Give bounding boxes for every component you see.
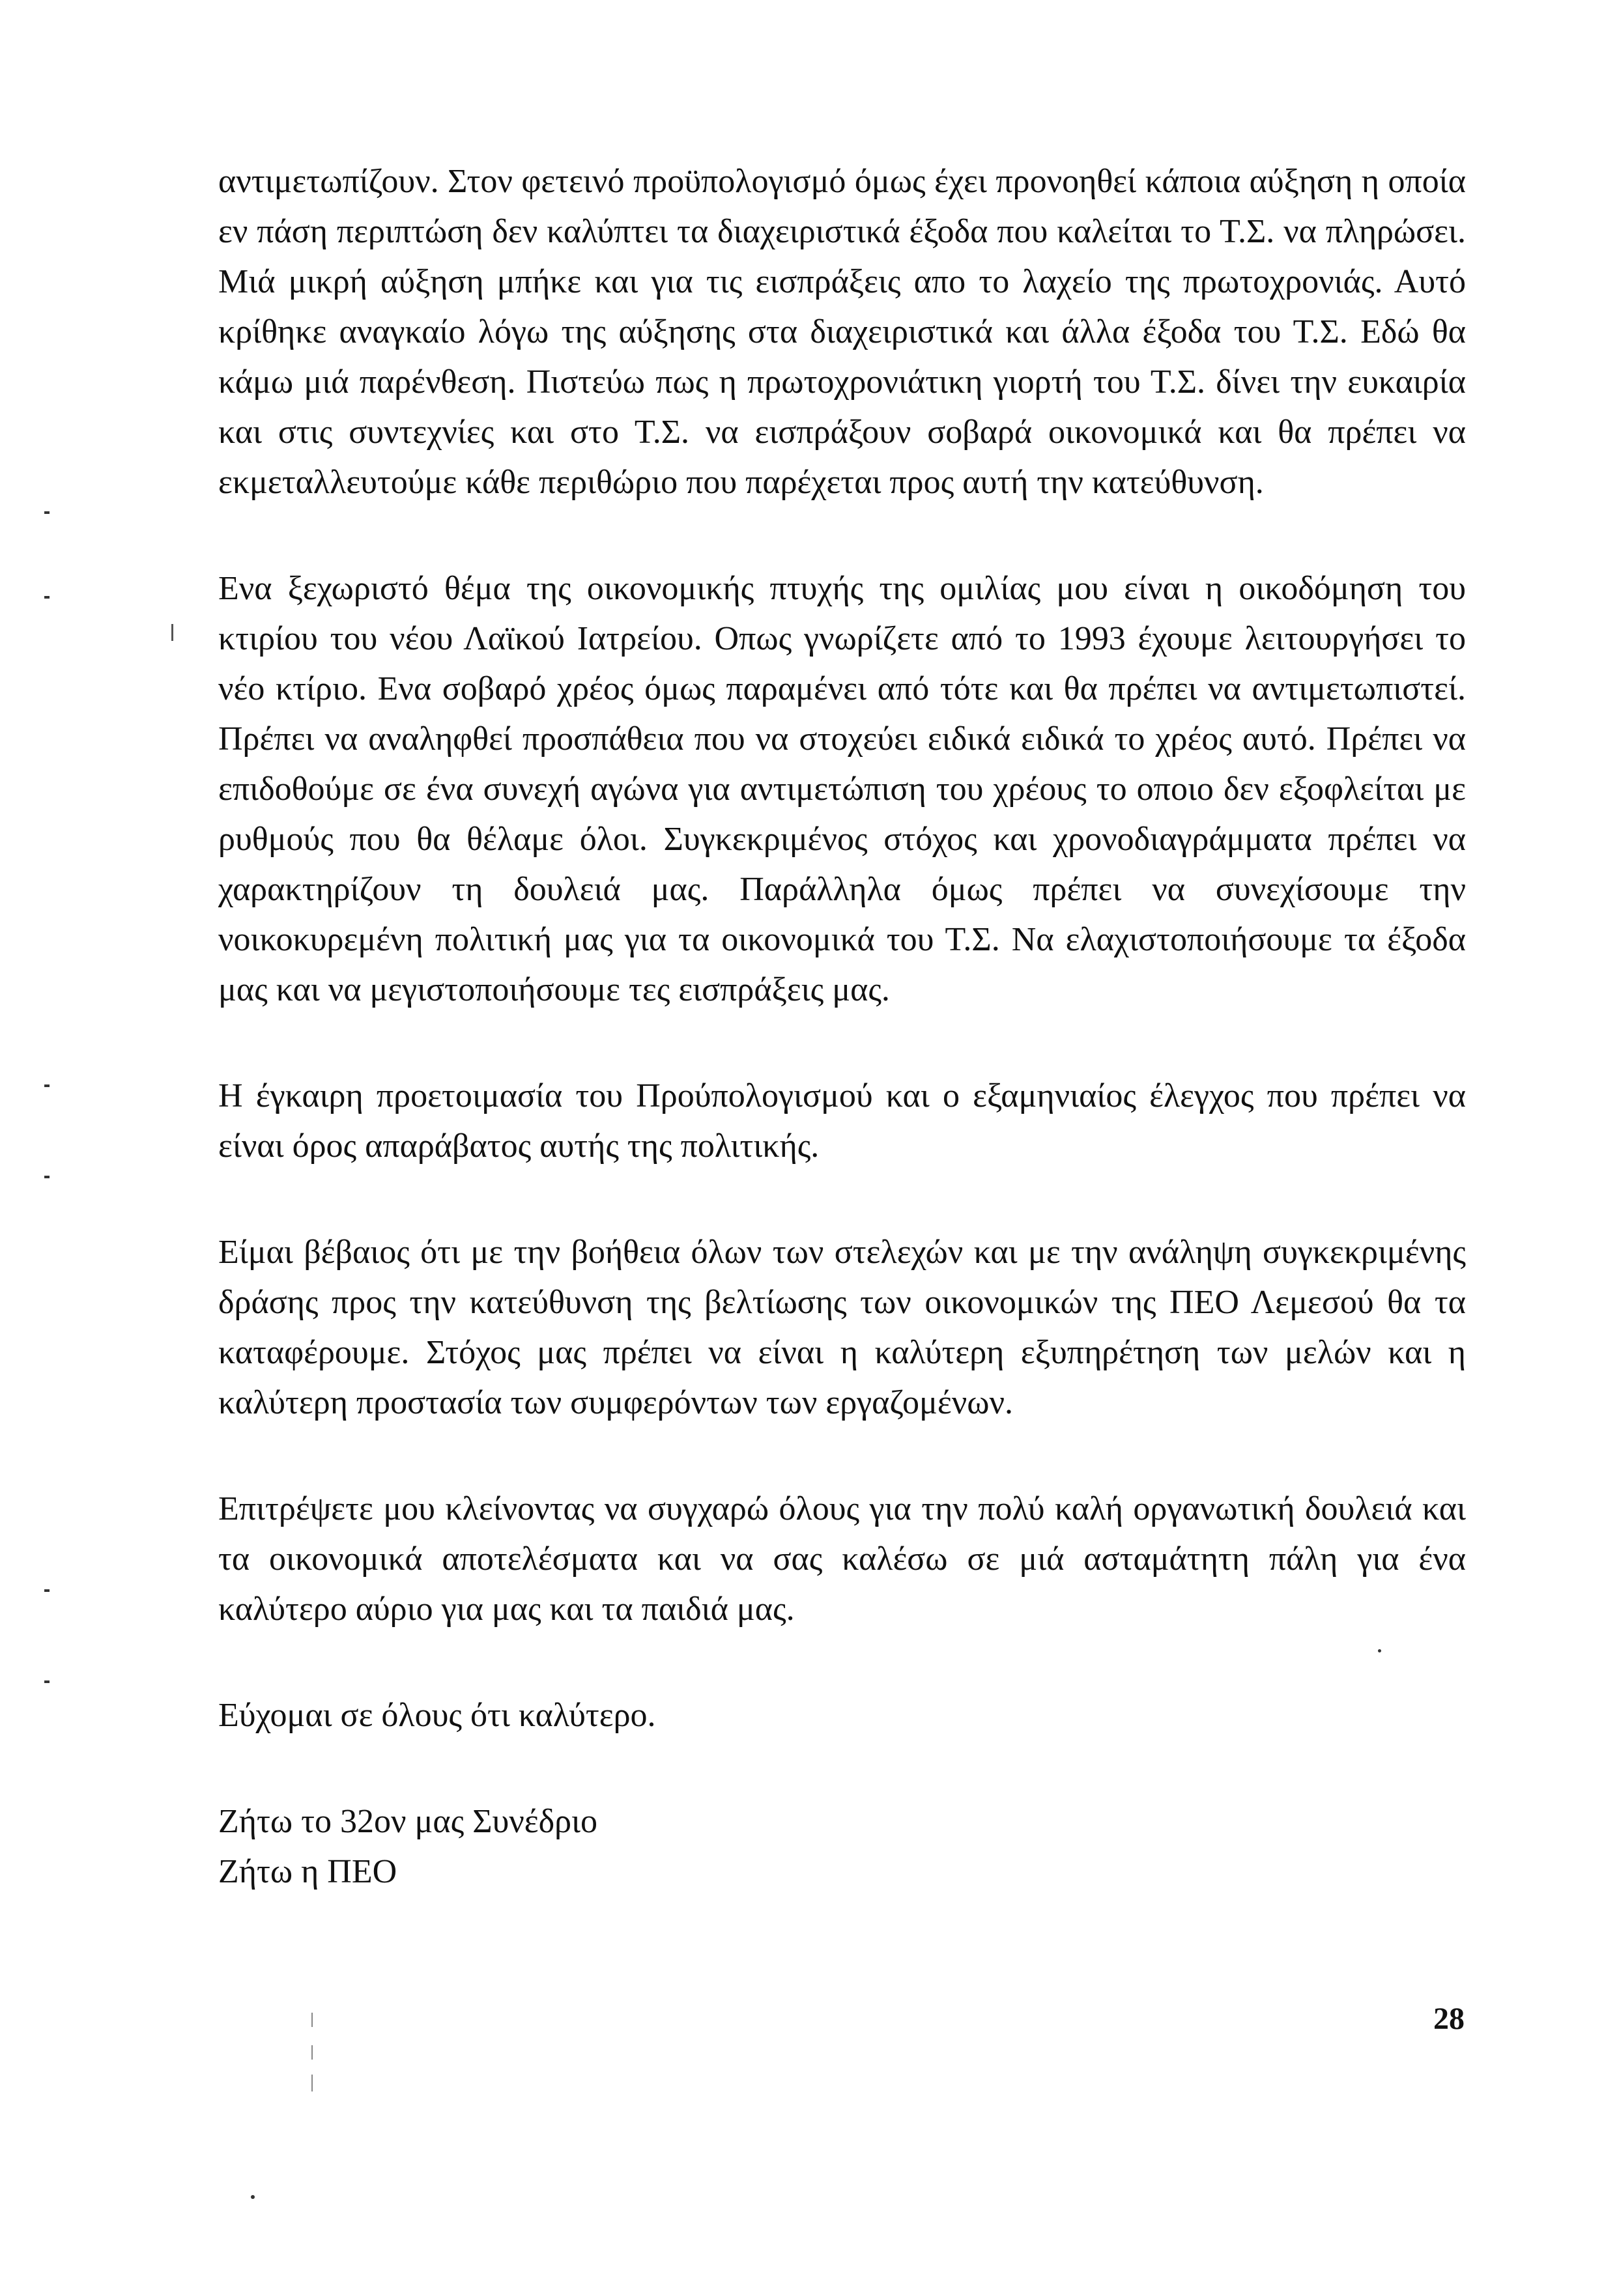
scan-mark <box>44 511 50 514</box>
paragraph-confidence: Είμαι βέβαιος ότι με την βοήθεια όλων των στελεχών και με την ανάληψη συγκεκριμένης δράσης προς την κατεύθυνση της βελτίωσης των οικονομικών της ΠΕΟ Λεμεσού θα τα καταφέρουμε. Στόχος μας πρέπει να είναι η καλύτερη εξυπηρέτηση των μελών και η καλύτερη προστασία των συμφερόντων των εργαζομένων. <box>218 1234 1466 1421</box>
closing-wishes: Εύχομαι σε όλους ότι καλύτερο. <box>218 1697 656 1734</box>
scan-mark <box>251 2195 255 2199</box>
scan-mark <box>44 1176 50 1178</box>
body-text <box>218 156 1466 1897</box>
scan-mark <box>171 624 173 641</box>
scan-mark <box>1378 1649 1381 1652</box>
paragraph-congratulations: Επιτρέψετε μου κλείνοντας να συγχαρώ όλους για την πολύ καλή οργανωτική δουλειά και τα οικονομικά αποτελέσματα και να σας καλέσω σε μιά ασταμάτητη πάλη για ένα καλύτερο αύριο για μας και τα παιδιά μας. <box>218 1490 1466 1628</box>
scan-mark <box>44 1589 50 1592</box>
scan-mark <box>44 1084 50 1087</box>
paragraph-budget-preparation: Η έγκαιρη προετοιμασία του Προύπολογισμού και ο εξαμηνιαίος έλεγχος που πρέπει να είναι όρος απαράβατος αυτής της πολιτικής. <box>218 1077 1466 1165</box>
paragraph-clinic-building: Ενα ξεχωριστό θέμα της οικονομικής πτυχής της ομιλίας μου είναι η οικοδόμηση του κτιρίου του νέου Λαϊκού Ιατρείου. Οπως γνωρίζετε από το 1993 έχουμε λειτουργήσει το νέο κτίριο. Ενα σοβαρό χρέος όμως παραμένει από τότε και θα πρέπει να αντιμετωπιστεί. Πρέπει να αναληφθεί προσπάθεια που να στοχεύει ειδικά ειδικά το χρέος αυτό. Πρέπει να επιδοθούμε σε ένα συνεχή αγώνα για αντιμετώπιση του χρέους το οποιο δεν εξοφλείται με ρυθμούς που θα θέλαμε όλοι. Συγκεκριμένος στόχος και χρονοδιαγράμματα πρέπει να χαρακτηρίζουν τη δουλειά μας. Παράλληλα όμως πρέπει να συνεχίσουμε την νοικοκυρεμένη πολιτική μας για τα οικονομικά του Τ.Σ. Να ελαχιστοποιήσουμε τα έξοδα μας και να μεγιστοποιήσουμε τες εισπράξεις μας. <box>218 570 1466 1008</box>
scan-mark <box>44 1680 50 1683</box>
closing-cheer-congress: Ζήτω το 32ον μας Συνέδριο <box>218 1803 598 1840</box>
scan-mark <box>311 2013 313 2027</box>
closing-cheer-peo: Ζήτω η ΠΕΟ <box>218 1853 397 1890</box>
scan-mark <box>311 2045 313 2060</box>
scan-mark <box>44 596 50 599</box>
page-number: 28 <box>1433 2002 1465 2036</box>
scan-mark <box>311 2075 313 2091</box>
paragraph-budget: αντιμετωπίζουν. Στον φετεινό προϋπολογισμό όμως έχει προνοηθεί κάποια αύξηση η οποία εν πάση περιπτώση δεν καλύπτει τα διαχειριστικά έξοδα που καλείται το Τ.Σ. να πληρώσει. Μιά μικρή αύξηση μπήκε και για τις εισπράξεις απο το λαχείο της πρωτοχρονιάς. Αυτό κρίθηκε αναγκαίο λόγω της αύξησης στα διαχειριστικά και άλλα έξοδα του Τ.Σ. Εδώ θα κάμω μιά παρένθεση. Πιστεύω πως η πρωτοχρονιάτικη γιορτή του Τ.Σ. δίνει την ευκαιρία και στις συντεχνίες και στο Τ.Σ. να εισπράξουν σοβαρά οικονομικά και θα πρέπει να εκμεταλλευτούμε κάθε περιθώριο που παρέχεται προς αυτή την κατεύθυνση. <box>218 163 1466 501</box>
